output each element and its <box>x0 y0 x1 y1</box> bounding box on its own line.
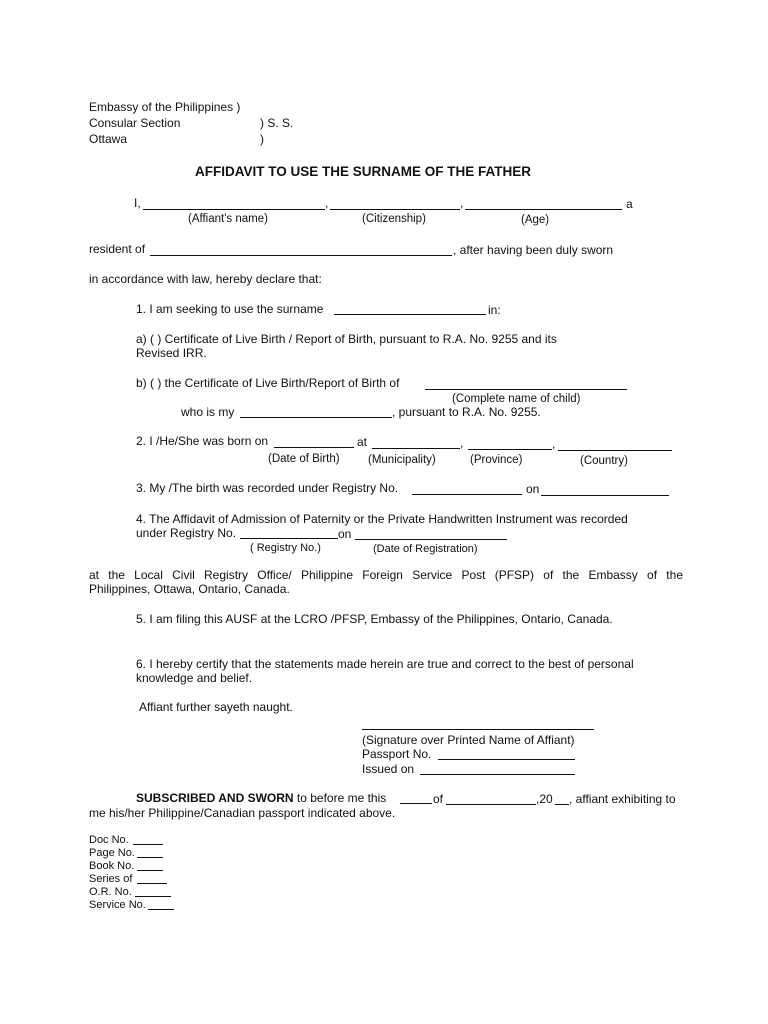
header-ss: ) S. S. <box>260 116 294 130</box>
item-1-in: in: <box>488 303 501 317</box>
doc-no-line[interactable] <box>133 844 163 845</box>
option-a-line-1: a) ( ) Certificate of Live Birth / Report of Birth, pursuant to R.A. No. 9255 and its <box>136 332 557 346</box>
lcro-line-2: Philippines, Ottawa, Ontario, Canada. <box>89 582 290 596</box>
book-no-line[interactable] <box>137 870 163 871</box>
page-no-label: Page No. <box>89 847 135 859</box>
intro-comma-2: , <box>460 196 464 210</box>
resident-of-label: resident of <box>89 242 146 256</box>
item-2-comma-1: , <box>460 436 464 450</box>
relationship-line[interactable] <box>240 417 392 418</box>
citizenship-line[interactable] <box>330 209 460 210</box>
item-4-on: on <box>338 527 352 541</box>
item-3-on: on <box>526 482 540 496</box>
item-2-text: 2. I /He/She was born on <box>136 434 269 448</box>
year-line[interactable] <box>555 804 569 805</box>
intro-comma-1: , <box>325 196 329 210</box>
signature-label: (Signature over Printed Name of Affiant) <box>362 733 575 747</box>
declare-text: in accordance with law, hereby declare that: <box>89 272 322 286</box>
item-4-line-2: under Registry No. <box>136 526 237 540</box>
issued-on-line[interactable] <box>420 774 575 775</box>
registry-no-line[interactable] <box>412 494 522 495</box>
item-5-text: 5. I am filing this AUSF at the LCRO /PFSP, Embassy of the Philippines, Ontario, Canada. <box>136 612 613 626</box>
caption-age: (Age) <box>521 214 550 226</box>
age-line[interactable] <box>465 209 622 210</box>
header-paren: ) <box>260 132 264 146</box>
signature-line[interactable] <box>362 729 594 730</box>
item-6-line-2: knowledge and belief. <box>136 671 253 685</box>
date-of-birth-line[interactable] <box>274 447 354 448</box>
item-2-at: at <box>357 435 368 449</box>
header-embassy: Embassy of the Philippines ) <box>89 100 241 114</box>
caption-child-name: (Complete name of child) <box>452 393 581 405</box>
sworn-text: , after having been duly sworn <box>453 243 614 257</box>
caption-affiant-name: (Affiant's name) <box>188 213 268 225</box>
caption-province: (Province) <box>470 454 523 466</box>
intro-a: a <box>626 197 633 211</box>
option-b-line-1: b) ( ) the Certificate of Live Birth/Report of Birth of <box>136 376 400 390</box>
item-2-comma-2: , <box>552 437 556 451</box>
residence-line[interactable] <box>150 255 452 256</box>
municipality-line[interactable] <box>372 448 460 449</box>
or-no-line[interactable] <box>135 896 171 897</box>
passport-no-line[interactable] <box>438 759 575 760</box>
birth-record-date-line[interactable] <box>541 495 669 496</box>
service-no-label: Service No. <box>89 899 146 911</box>
caption-registry-no: ( Registry No.) <box>250 542 321 554</box>
caption-country: (Country) <box>580 455 628 467</box>
subscribed-year: ,20 <box>536 792 553 806</box>
document-title: AFFIDAVIT TO USE THE SURNAME OF THE FATHER <box>195 164 532 179</box>
affiant-name-line[interactable] <box>143 209 325 210</box>
child-name-line[interactable] <box>425 389 627 390</box>
lcro-line-1: at the Local Civil Registry Office/ Philippine Foreign Service Post (PFSP) of the Embassy of the <box>89 568 683 582</box>
surname-line[interactable] <box>334 314 486 315</box>
issued-on-label: Issued on <box>362 762 415 776</box>
option-a-line-2: Revised IRR. <box>136 346 207 360</box>
item-3-text: 3. My /The birth was recorded under Registry No. <box>136 481 399 495</box>
book-no-label: Book No. <box>89 860 135 872</box>
passport-label: Passport No. <box>362 747 432 761</box>
option-b-who: who is my <box>181 405 235 419</box>
service-no-line[interactable] <box>148 909 174 910</box>
caption-citizenship: (Citizenship) <box>362 213 426 225</box>
item-4-line-1: 4. The Affidavit of Admission of Paternity or the Private Handwritten Instrument was recorded <box>136 512 628 526</box>
subscribed-rest: , affiant exhibiting to <box>569 792 676 806</box>
item-6-line-1: 6. I hereby certify that the statements made herein are true and correct to the best of personal <box>136 657 634 671</box>
series-line[interactable] <box>137 883 167 884</box>
option-b-pursuant: , pursuant to R.A. No. 9255. <box>392 405 541 419</box>
caption-registration-date: (Date of Registration) <box>373 543 478 555</box>
province-line[interactable] <box>468 449 552 450</box>
paternity-registry-no-line[interactable] <box>240 538 338 539</box>
header-consular: Consular Section <box>89 116 181 130</box>
intro-i: I, <box>134 196 141 210</box>
subscribed-text: SUBSCRIBED AND SWORN to before me this <box>136 791 387 805</box>
subscribed-of: of <box>433 792 444 806</box>
series-label: Series of <box>89 873 133 885</box>
doc-no-label: Doc No. <box>89 834 129 846</box>
header-ottawa: Ottawa <box>89 132 128 146</box>
subscribed-line-2: me his/her Philippine/Canadian passport indicated above. <box>89 806 396 820</box>
day-line[interactable] <box>400 803 432 804</box>
registration-date-line[interactable] <box>355 539 507 540</box>
item-1-text: 1. I am seeking to use the surname <box>136 302 324 316</box>
or-no-label: O.R. No. <box>89 886 132 898</box>
country-line[interactable] <box>558 450 672 451</box>
affiant-naught: Affiant further sayeth naught. <box>139 700 293 714</box>
page-no-line[interactable] <box>137 857 163 858</box>
caption-dob: (Date of Birth) <box>268 453 340 465</box>
caption-municipality: (Municipality) <box>368 454 436 466</box>
month-line[interactable] <box>446 804 536 805</box>
